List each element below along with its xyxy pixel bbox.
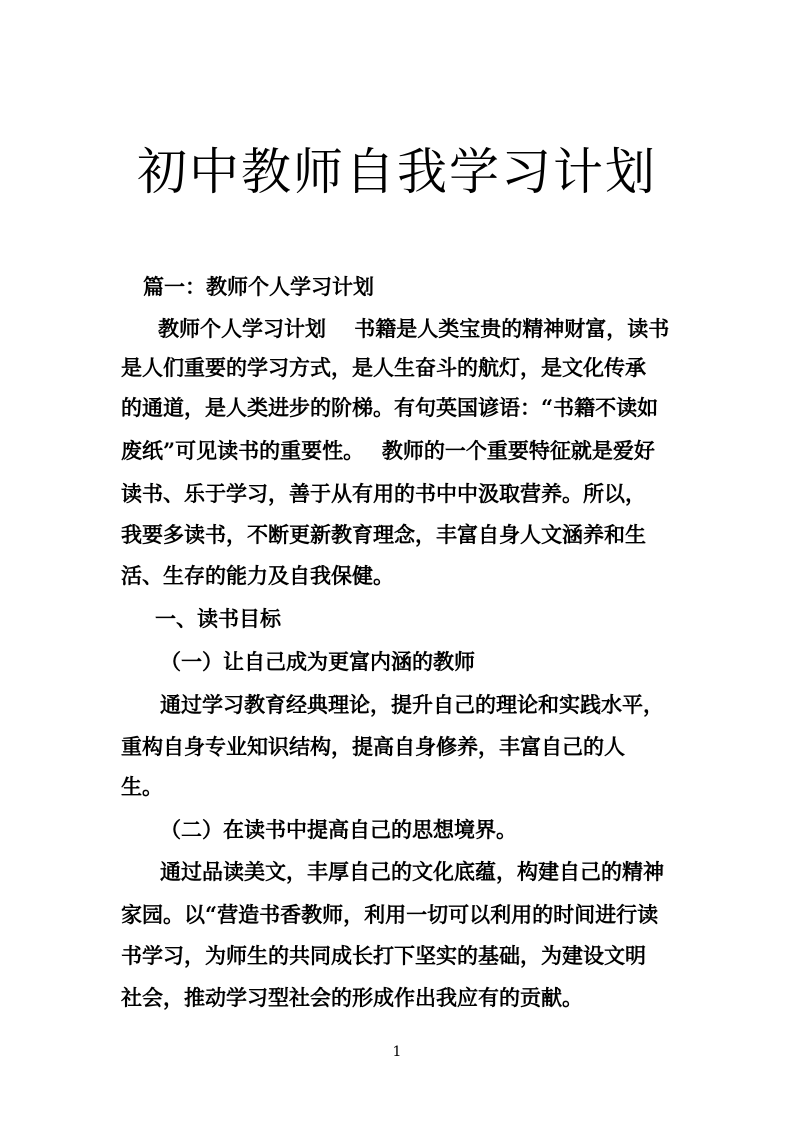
subheading: 一、读书目标 xyxy=(155,606,281,631)
paragraph-line: 书学习，为师生的共同成长打下坚实的基础，为建设文明 xyxy=(121,943,646,968)
paragraph-line: 的通道，是人类进步的阶梯。有句英国谚语：“书籍不读如 xyxy=(121,395,659,420)
paragraph-line: 通过学习教育经典理论，提升自己的理论和实践水平， xyxy=(160,692,664,717)
paragraph-line: 通过品读美文，丰厚自己的文化底蕴，构建自己的精神 xyxy=(160,859,664,884)
paragraph-line: 活、生存的能力及自我保健。 xyxy=(121,563,394,588)
paragraph-line: 生。 xyxy=(121,774,163,799)
paragraph-line: 是人们重要的学习方式，是人生奋斗的航灯，是文化传承 xyxy=(121,355,646,380)
document-title: 初中教师自我学习计划 xyxy=(137,143,657,201)
paragraph-line: 社会，推动学习型社会的形成作出我应有的贡献。 xyxy=(121,985,583,1010)
paragraph-line: 重构自身专业知识结构，提高自身修养，丰富自己的人 xyxy=(121,734,625,759)
paragraph-line: 读书、乐于学习，善于从有用的书中中汲取营养。所以， xyxy=(121,481,646,506)
paragraph-line: 废纸”可见读书的重要性。 教师的一个重要特征就是爱好 xyxy=(121,438,655,463)
page-number: 1 xyxy=(392,1044,402,1060)
paragraph-line: 我要多读书，不断更新教育理念，丰富自身人文涵养和生 xyxy=(121,522,646,547)
paragraph-line: 教师个人学习计划 书籍是人类宝贵的精神财富，读书 xyxy=(158,316,670,341)
section-heading: 篇一：教师个人学习计划 xyxy=(143,274,374,299)
subheading: （二）在读书中提高自己的思想境界。 xyxy=(160,817,517,842)
subheading: （一）让自己成为更富内涵的教师 xyxy=(160,649,475,674)
paragraph-line: 家园。以“营造书香教师，利用一切可以利用的时间进行读 xyxy=(121,902,659,927)
